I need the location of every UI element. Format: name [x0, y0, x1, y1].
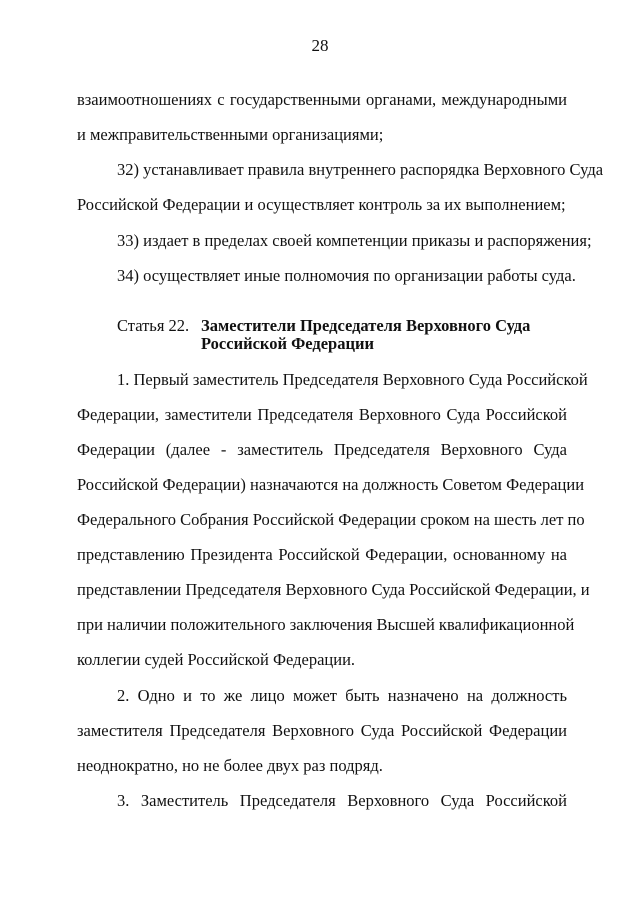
text-line: и межправительственными организациями; — [77, 125, 384, 144]
text-line: заместителя Председателя Верховного Суда Российской Федерации — [77, 721, 567, 740]
text-line: 3. Заместитель Председателя Верховного Суда Российской — [117, 791, 567, 810]
article-title-line2: Российской Федерации — [201, 334, 374, 353]
text-line: 33) издает в пределах своей компетенции приказы и распоряжения; — [117, 231, 592, 250]
article-title-line1: Заместители Председателя Верховного Суда — [201, 316, 531, 335]
article-label: Статья 22. — [117, 316, 190, 335]
text-line: представлении Председателя Верховного Суда Российской Федерации, и — [77, 580, 590, 599]
text-line: Федерации (далее - заместитель Председателя Верховного Суда — [77, 440, 567, 459]
text-line: неоднократно, но не более двух раз подряд. — [77, 756, 383, 775]
text-line: Российской Федерации и осуществляет контроль за их выполнением; — [77, 195, 566, 214]
text-line: Российской Федерации) назначаются на должность Советом Федерации — [77, 475, 585, 494]
page-number: 28 — [311, 36, 329, 55]
text-line: при наличии положительного заключения Высшей квалификационной — [77, 615, 575, 634]
text-line: 32) устанавливает правила внутреннего распорядка Верховного Суда — [117, 160, 604, 179]
text-line: 34) осуществляет иные полномочия по организации работы суда. — [117, 266, 576, 285]
text-line: представлению Президента Российской Федерации, основанному на — [77, 545, 567, 564]
text-line: 1. Первый заместитель Председателя Верховного Суда Российской — [117, 370, 588, 389]
text-line: взаимоотношениях с государственными органами, международными — [77, 90, 567, 109]
text-line: 2. Одно и то же лицо может быть назначено на должность — [117, 686, 567, 705]
text-line: Федерального Собрания Российской Федерации сроком на шесть лет по — [77, 510, 585, 529]
text-line: Федерации, заместители Председателя Верховного Суда Российской — [77, 405, 567, 424]
text-line: коллегии судей Российской Федерации. — [77, 650, 356, 669]
